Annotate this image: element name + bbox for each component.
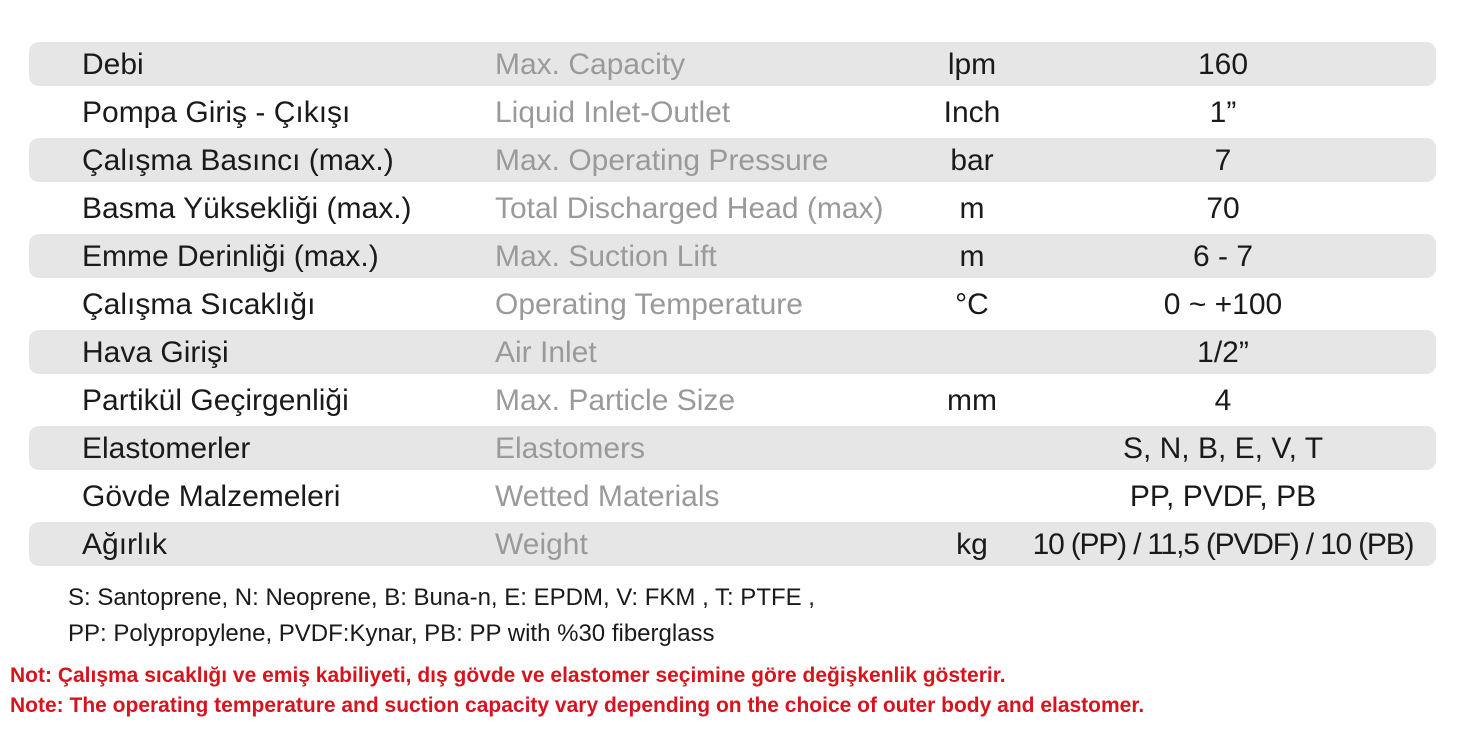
spec-label-en: Weight (495, 528, 588, 561)
spec-unit: bar (950, 144, 994, 177)
spec-label-en: Operating Temperature (495, 288, 803, 321)
spec-value: 70 (1206, 192, 1240, 225)
spec-unit: kg (956, 528, 988, 561)
spec-value: 6 - 7 (1192, 240, 1254, 273)
spec-row-air-inlet (29, 328, 1436, 376)
spec-unit: Inch (943, 96, 1001, 129)
spec-row-operating-pressure (29, 136, 1436, 184)
spec-row-particle-size (29, 376, 1436, 424)
spec-label-en: Max. Operating Pressure (495, 144, 829, 177)
spec-value: 7 (1214, 144, 1232, 177)
spec-label-en: Max. Capacity (495, 48, 686, 81)
spec-value: PP, PVDF, PB (1129, 480, 1317, 513)
spec-label-en: Max. Suction Lift (495, 240, 717, 273)
spec-unit (917, 424, 1027, 472)
spec-unit: lpm (947, 48, 997, 81)
spec-label-en: Wetted Materials (495, 480, 720, 513)
spec-value: 1/2” (1197, 336, 1249, 369)
spec-row-wetted-materials (29, 472, 1436, 520)
note-english: Note: The operating temperature and suction capacity vary depending on the choice of outer body and elastomer. (10, 694, 1145, 717)
spec-value: 160 (1197, 48, 1249, 81)
spec-row-inlet-outlet (29, 88, 1436, 136)
spec-label-tr: Çalışma Sıcaklığı (82, 288, 316, 321)
spec-label-en: Elastomers (495, 432, 646, 465)
spec-row-operating-temperature (29, 280, 1436, 328)
spec-label-tr: Basma Yüksekliği (max.) (82, 192, 412, 225)
spec-row-suction-lift (29, 232, 1436, 280)
spec-table (29, 40, 1436, 568)
spec-value: 1” (1209, 96, 1237, 129)
spec-label-en: Max. Particle Size (495, 384, 736, 417)
spec-unit: m (959, 240, 985, 273)
note-turkish: Not: Çalışma sıcaklığı ve emiş kabiliyeti, dış gövde ve elastomer seçimine göre değişkenlik gösterir. (10, 664, 1006, 687)
spec-unit: °C (955, 288, 989, 321)
spec-label-en: Air Inlet (495, 336, 597, 369)
spec-label-en: Liquid Inlet-Outlet (495, 96, 731, 129)
spec-value: 4 (1214, 384, 1232, 417)
spec-value: 0 ~ +100 (1163, 288, 1283, 321)
spec-row-elastomers (29, 424, 1436, 472)
abbreviation-legend-materials: PP: Polypropylene, PVDF:Kynar, PB: PP with %30 fiberglass (68, 620, 715, 647)
spec-unit: m (959, 192, 985, 225)
spec-label-tr: Çalışma Basıncı (max.) (82, 144, 394, 177)
spec-label-tr: Pompa Giriş - Çıkışı (82, 96, 351, 129)
spec-label-tr: Debi (82, 48, 144, 81)
spec-unit (917, 328, 1027, 376)
spec-row-capacity (29, 40, 1436, 88)
abbreviation-legend-elastomers: S: Santoprene, N: Neoprene, B: Buna-n, E: EPDM, V: FKM , T: PTFE , (68, 584, 815, 611)
spec-label-tr: Partikül Geçirgenliği (82, 384, 349, 417)
spec-label-en: Total Discharged Head (max) (495, 192, 884, 225)
spec-label-tr: Emme Derinliği (max.) (82, 240, 379, 273)
spec-row-discharge-head (29, 184, 1436, 232)
spec-unit (917, 472, 1027, 520)
spec-row-weight (29, 520, 1436, 568)
spec-label-tr: Gövde Malzemeleri (82, 480, 341, 513)
spec-unit: mm (947, 384, 997, 417)
spec-label-tr: Hava Girişi (82, 336, 229, 369)
spec-label-tr: Elastomerler (82, 432, 251, 465)
spec-label-tr: Ağırlık (82, 528, 168, 561)
spec-value: S, N, B, E, V, T (1122, 432, 1324, 465)
spec-value: 10 (PP) / 11,5 (PVDF) / 10 (PB) (1032, 528, 1414, 561)
